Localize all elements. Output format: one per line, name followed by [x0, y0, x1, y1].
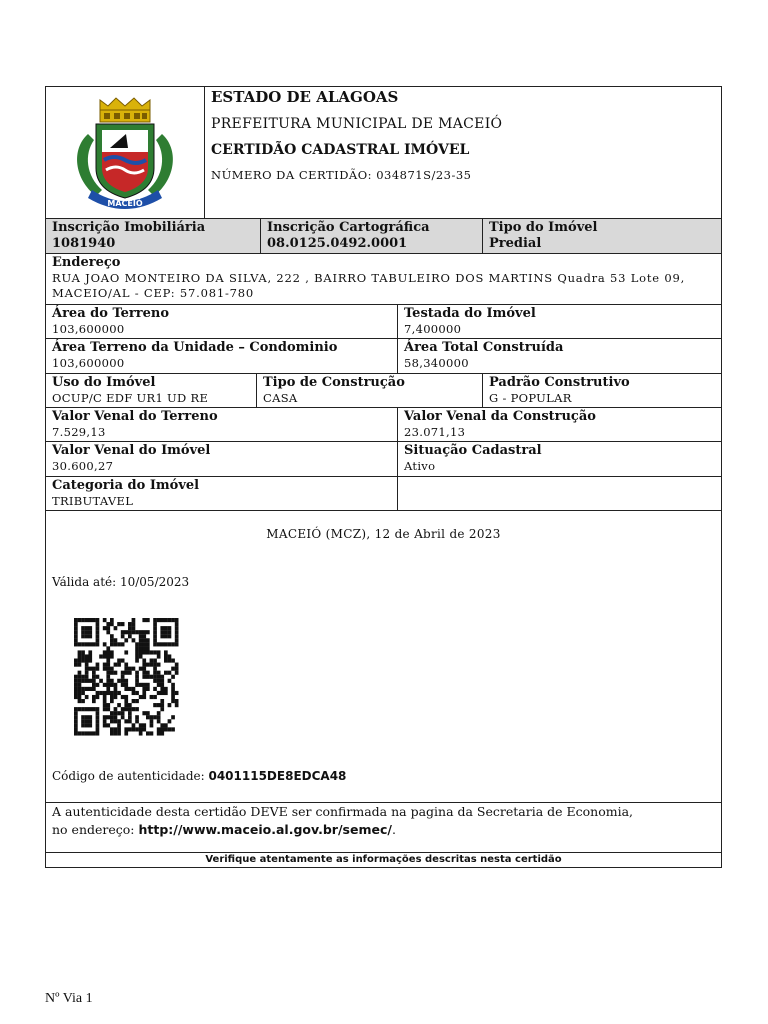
area-construida-label: Área Total Construída	[404, 340, 564, 355]
unit-area-row	[46, 338, 721, 373]
venal-construcao-label: Valor Venal da Construção	[404, 409, 596, 424]
state-title: ESTADO DE ALAGOAS	[211, 88, 399, 106]
area-terreno-value: 103,600000	[52, 322, 125, 336]
valid-until: Válida até: 10/05/2023	[52, 575, 190, 589]
certificate-document	[45, 86, 722, 868]
notice-text	[52, 803, 633, 852]
uso-value: OCUP/C EDF UR1 UD RE	[52, 391, 209, 405]
venal-terreno-value: 7.529,13	[52, 425, 106, 439]
venal-terreno-label: Valor Venal do Terreno	[52, 409, 218, 424]
notice-line-2	[52, 821, 633, 839]
maceio-crest-icon	[66, 94, 184, 212]
padrao-value: G - POPULAR	[489, 391, 572, 405]
use-row	[46, 373, 721, 407]
certificate-number: NÚMERO DA CERTIDÃO: 034871S/23-35	[211, 168, 472, 182]
situacao-cell	[397, 442, 721, 476]
auth-code-label: Código de autenticidade:	[52, 769, 209, 783]
inscricao-imobiliaria-cell	[46, 219, 260, 253]
categoria-value: TRIBUTAVEL	[52, 494, 134, 508]
categoria-label: Categoria do Imóvel	[52, 478, 200, 493]
venal-terreno-cell	[46, 408, 397, 441]
verify-row	[46, 852, 721, 867]
document-title: CERTIDÃO CADASTRAL IMÓVEL	[211, 142, 470, 158]
notice-line-1: A autenticidade desta certidão DEVE ser confirmada na pagina da Secretaria de Economia,	[52, 804, 634, 819]
area-row	[46, 304, 721, 338]
uso-cell	[46, 374, 256, 407]
semec-link[interactable]: http://www.maceio.al.gov.br/semec/	[138, 822, 392, 837]
venal-imovel-cell	[46, 442, 397, 476]
address-cell	[46, 254, 721, 304]
inscricao-imobiliaria-label: Inscrição Imobiliária	[52, 220, 206, 235]
venal-imovel-value: 30.600,27	[52, 459, 114, 473]
area-terreno-cell	[46, 305, 397, 338]
inscricao-cartografica-cell	[260, 219, 482, 253]
registration-row	[46, 218, 721, 253]
maceio-crest	[46, 87, 205, 218]
area-unidade-value: 103,600000	[52, 356, 125, 370]
issue-section	[46, 510, 721, 802]
uso-label: Uso do Imóvel	[52, 375, 156, 390]
tipo-construcao-value: CASA	[263, 391, 298, 405]
tipo-imovel-value: Predial	[489, 236, 542, 251]
inscricao-cartografica-value: 08.0125.0492.0001	[267, 236, 408, 251]
venal-construcao-cell	[397, 408, 721, 441]
header-row	[46, 87, 721, 218]
qr-code-icon	[72, 616, 184, 742]
area-construida-cell	[397, 339, 721, 373]
testada-value: 7,400000	[404, 322, 462, 336]
notice-line-2-prefix: no endereço:	[52, 822, 139, 837]
tipo-construcao-cell	[256, 374, 482, 407]
address-label: Endereço	[52, 255, 121, 270]
situacao-value: Ativo	[404, 459, 436, 473]
issue-date: MACEIÓ (MCZ), 12 de Abril de 2023	[266, 527, 501, 541]
testada-cell	[397, 305, 721, 338]
venal-row-2	[46, 441, 721, 476]
venal-construcao-value: 23.071,13	[404, 425, 466, 439]
testada-label: Testada do Imóvel	[404, 306, 536, 321]
notice-line-2-suffix: .	[391, 822, 396, 837]
tipo-imovel-label: Tipo do Imóvel	[489, 220, 598, 235]
padrao-cell	[482, 374, 721, 407]
header-titles	[205, 87, 508, 218]
via-number: Nº Via 1	[45, 991, 93, 1006]
area-construida-value: 58,340000	[404, 356, 469, 370]
tipo-imovel-cell	[482, 219, 721, 253]
inscricao-cartografica-label: Inscrição Cartográfica	[267, 220, 430, 235]
address-line-1: RUA JOAO MONTEIRO DA SILVA, 222 , BAIRRO TABULEIRO DOS MARTINS Quadra 53 Lote 09,	[52, 271, 686, 285]
area-terreno-label: Área do Terreno	[52, 306, 169, 321]
auth-code-line	[52, 769, 346, 783]
venal-row-1	[46, 407, 721, 441]
inscricao-imobiliaria-value: 1081940	[52, 236, 116, 251]
category-row	[46, 476, 721, 510]
tipo-construcao-label: Tipo de Construção	[263, 375, 405, 390]
empty-cell	[397, 477, 721, 510]
svg-text:MACEIÓ: MACEIÓ	[107, 198, 143, 208]
venal-imovel-label: Valor Venal do Imóvel	[52, 443, 211, 458]
address-line-2: MACEIO/AL - CEP: 57.081-780	[52, 286, 254, 300]
auth-code-value: 0401115DE8EDCA48	[208, 769, 347, 783]
authenticity-notice	[46, 802, 721, 852]
address-row	[46, 253, 721, 304]
area-unidade-label: Área Terreno da Unidade – Condominio	[52, 340, 338, 355]
municipality-title: PREFEITURA MUNICIPAL DE MACEIÓ	[211, 116, 503, 132]
padrao-label: Padrão Construtivo	[489, 375, 630, 390]
verify-text: Verifique atentamente as informações descritas nesta certidão	[205, 854, 562, 865]
area-unidade-cell	[46, 339, 397, 373]
qr-code	[72, 616, 184, 746]
situacao-label: Situação Cadastral	[404, 443, 542, 458]
categoria-cell	[46, 477, 397, 510]
